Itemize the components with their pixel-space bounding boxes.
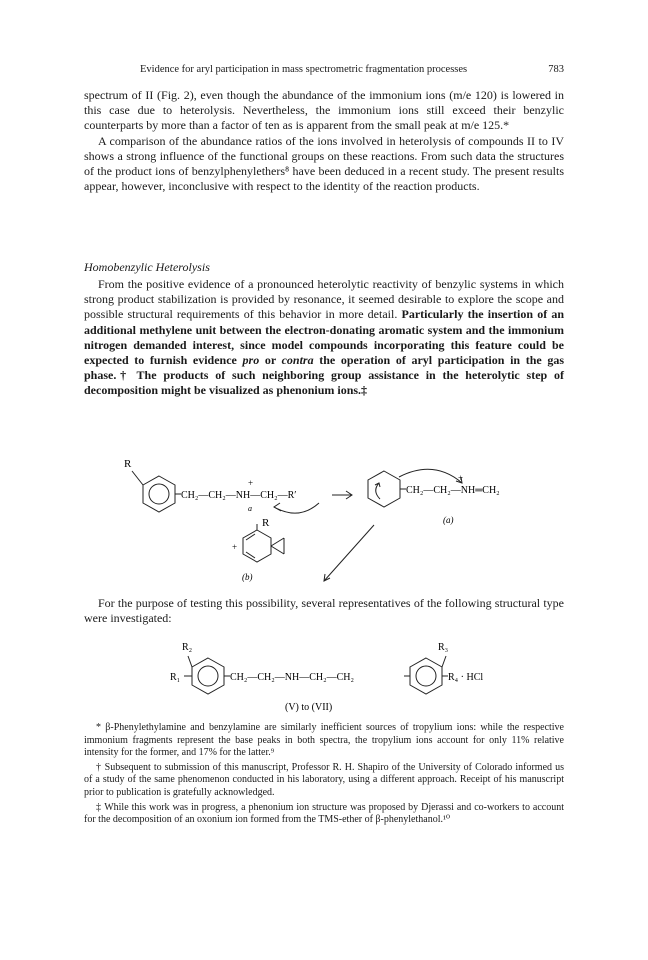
chain-left: CH₂—CH₂—NH—CH₂—R′: [181, 490, 297, 501]
benzene-ring-left: [143, 476, 175, 512]
label-b: (b): [242, 572, 253, 582]
n-charge: +: [248, 478, 254, 488]
phenonium-drawing: [84, 520, 564, 590]
body-top: [84, 88, 564, 194]
ring-charge: +: [232, 542, 238, 552]
r-substituent-top: R: [124, 458, 132, 470]
reaction-scheme-2: [84, 636, 564, 716]
aromatic-circle-left: [149, 484, 169, 504]
r4-substituent: R₄ · HCl: [448, 672, 484, 683]
benzene-ring-a: [192, 658, 224, 694]
r1-substituent: R₁: [170, 672, 181, 683]
footnote-2: † Subsequent to submission of this manuscript, Professor R. H. Shapiro of the University of Colorado informed us of a study of the same phenomenon conducted in his laboratory, using a different approach. Receipt of his manuscript prior to publication is gratefully acknowledged.: [84, 761, 564, 798]
paragraph-4: For the purpose of testing this possibility, several representatives of the following structural type were investigated:: [84, 596, 564, 626]
running-title: Evidence for aryl participation in mass spectrometric fragmentation processes: [140, 64, 468, 75]
aromatic-circle-b: [416, 666, 436, 686]
paragraph-3: From the positive evidence of a pronounced heterolytic reactivity of benzylic systems in which strong product stabilization is provided by resonance, it seemed desirable to explore the scope and possible structural requirements of this behavior in more detail. Particularly the insertion of an additional methylene unit between the electron-donating aromatic system and the immonium nitrogen demanded interest, since model compounds incorporating this feature could be expected to furnish evidence pro or contra the operation of aryl participation in the gas phase.† The products of such neighboring group assistance in the heterolytic step of decomposition might be visualized as phenonium ions.‡: [84, 277, 565, 398]
r-substituent-b: R: [262, 517, 270, 529]
compound-caption: (V) to (VII): [285, 702, 333, 713]
linker-chain: CH₂—CH₂—NH—CH₂—CH₂: [230, 672, 354, 683]
paragraph-2: A comparison of the abundance ratios of the ions involved in heterolysis of compounds II to IV shows a strong influence of the functional groups on these reactions. From such data the structures of the product ions of benzylphenylethers⁸ have been deduced in a recent study. The present results appear, however, inconclusive with respect to the identity of the reaction products.: [84, 133, 564, 194]
r2-substituent: R₂: [182, 642, 193, 653]
n-charge-right: +: [458, 473, 464, 483]
cyclohexadienyl-ring: [243, 530, 271, 562]
cyclopropane-bond-1: [271, 538, 284, 546]
page-number: 783: [548, 64, 564, 75]
body-middle: [84, 277, 564, 399]
section-heading: Homobenzylic Heterolysis: [84, 260, 210, 274]
paragraph-1: spectrum of II (Fig. 2), even though the abundance of the immonium ions (m/e 120) is lowered in this case due to heterolysis. Nevertheless, the immonium ions still exceed their benzylic counterparts by more than a factor of ten as is apparent from the small peak at m/e 125.*: [84, 88, 564, 133]
benzene-ring-right: [368, 471, 400, 507]
label-a: (a): [443, 515, 454, 525]
chain-right: CH₂—CH₂—NH═CH₂: [406, 485, 500, 496]
r3-substituent: R₃: [438, 642, 449, 653]
participation-arrow: [399, 469, 462, 483]
benzene-ring-b: [410, 658, 442, 694]
curved-arrow-left: [274, 503, 319, 513]
cyclopropane-bond-2: [271, 546, 284, 554]
footnote-3: ‡ While this work was in progress, a phenonium ion structure was proposed by Djerassi and co-workers to account for the decomposition of an oxonium ion formed from the TMS-ether of β-phenylethanol.¹⁰: [84, 801, 564, 826]
body-lower: [84, 596, 564, 626]
aromatic-circle-a: [198, 666, 218, 686]
scheme-2-drawing: [84, 636, 564, 716]
bond-label-a: a: [248, 504, 252, 513]
footnote-1: * β-Phenylethylamine and benzylamine are similarly inefficient sources of tropylium ions: while the respective immonium fragments represent the base peaks in both spectra, the tropylium ions account for only 11% relative intensity for the former, and 17% for the latter.⁹: [84, 722, 564, 759]
footnotes: [84, 722, 564, 829]
phenonium-structure: [84, 520, 564, 590]
